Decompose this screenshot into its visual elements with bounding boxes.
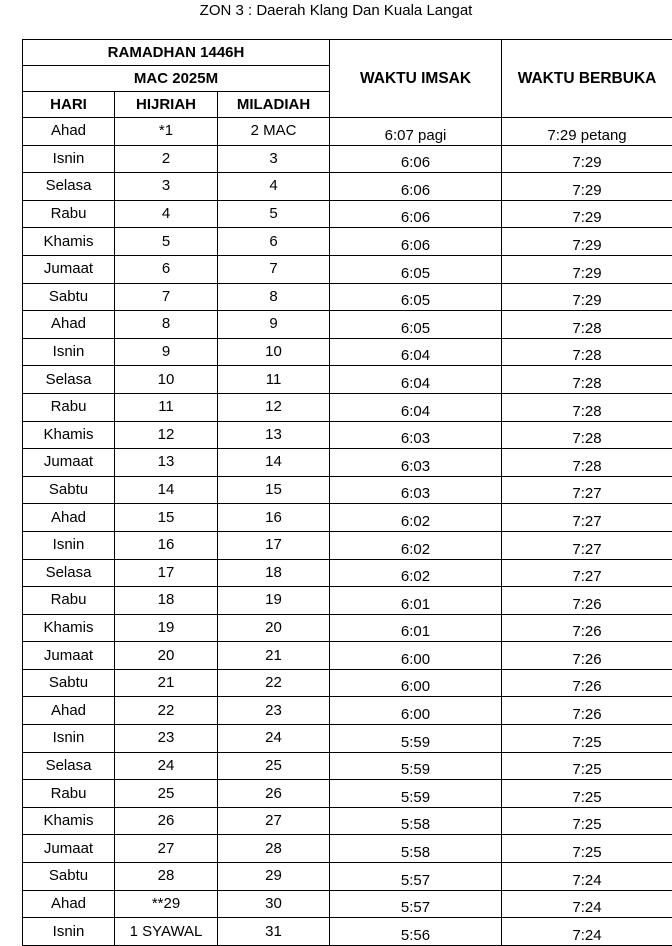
table-row (23, 283, 672, 311)
berbuka-column-heading: WAKTU BERBUKA (502, 40, 672, 118)
gregorian-date-cell: 10 (218, 338, 330, 366)
gregorian-date-cell: 26 (218, 780, 330, 808)
imsak-time-cell: 5:58 (330, 835, 502, 863)
day-cell: Isnin (23, 918, 115, 946)
berbuka-time-cell: 7:26 (502, 642, 672, 670)
table-row (23, 311, 672, 339)
berbuka-time-cell: 7:27 (502, 476, 672, 504)
hijri-date-cell: 14 (115, 476, 218, 504)
imsak-column-heading: WAKTU IMSAK (330, 40, 502, 118)
hijri-date-cell: **29 (115, 890, 218, 918)
table-row (23, 476, 672, 504)
imsak-time-cell: 6:05 (330, 283, 502, 311)
table-row (23, 697, 672, 725)
day-cell: Sabtu (23, 476, 115, 504)
table-row (23, 200, 672, 228)
imsak-time-cell: 6:02 (330, 504, 502, 532)
gregorian-date-cell: 3 (218, 145, 330, 173)
berbuka-time-cell: 7:26 (502, 587, 672, 615)
hijri-date-cell: 23 (115, 725, 218, 753)
day-cell: Khamis (23, 807, 115, 835)
table-row (23, 338, 672, 366)
gregorian-date-cell: 9 (218, 311, 330, 339)
imsak-time-cell: 6:06 (330, 145, 502, 173)
hijri-date-cell: 17 (115, 559, 218, 587)
imsak-time-cell: 6:04 (330, 338, 502, 366)
gregorian-date-cell: 15 (218, 476, 330, 504)
imsak-time-cell: 6:02 (330, 531, 502, 559)
hijri-date-cell: 4 (115, 200, 218, 228)
hijri-date-cell: 20 (115, 642, 218, 670)
table-row (23, 228, 672, 256)
gregorian-date-cell: 6 (218, 228, 330, 256)
day-cell: Jumaat (23, 255, 115, 283)
berbuka-time-cell: 7:26 (502, 697, 672, 725)
table-row (23, 118, 672, 146)
gregorian-date-cell: 25 (218, 752, 330, 780)
gregorian-date-cell: 7 (218, 255, 330, 283)
imsak-time-cell: 5:57 (330, 863, 502, 891)
berbuka-time-cell: 7:28 (502, 366, 672, 394)
hijri-date-cell: 16 (115, 531, 218, 559)
berbuka-time-cell: 7:25 (502, 807, 672, 835)
imsak-time-cell: 6:00 (330, 697, 502, 725)
day-cell: Isnin (23, 338, 115, 366)
imsak-time-cell: 5:59 (330, 725, 502, 753)
imsak-time-cell: 6:03 (330, 476, 502, 504)
imsak-time-cell: 6:05 (330, 255, 502, 283)
gregorian-date-cell: 4 (218, 173, 330, 201)
imsak-time-cell: 6:07 pagi (330, 118, 502, 146)
hijri-date-cell: 26 (115, 807, 218, 835)
berbuka-time-cell: 7:26 (502, 614, 672, 642)
day-cell: Ahad (23, 697, 115, 725)
month-hijri-heading: RAMADHAN 1446H (23, 40, 330, 66)
imsak-time-cell: 5:56 (330, 918, 502, 946)
berbuka-time-cell: 7:27 (502, 559, 672, 587)
imsak-time-cell: 5:57 (330, 890, 502, 918)
gregorian-date-cell: 30 (218, 890, 330, 918)
imsak-time-cell: 5:59 (330, 752, 502, 780)
berbuka-time-cell: 7:25 (502, 725, 672, 753)
hijri-date-cell: 13 (115, 449, 218, 477)
berbuka-time-cell: 7:24 (502, 890, 672, 918)
gregorian-date-cell: 5 (218, 200, 330, 228)
gregorian-date-cell: 20 (218, 614, 330, 642)
berbuka-time-cell: 7:29 (502, 228, 672, 256)
gregorian-date-cell: 21 (218, 642, 330, 670)
month-gregorian-heading: MAC 2025M (23, 66, 330, 92)
table-row (23, 614, 672, 642)
hijri-date-cell: *1 (115, 118, 218, 146)
gregorian-date-cell: 14 (218, 449, 330, 477)
gregorian-date-cell: 11 (218, 366, 330, 394)
berbuka-time-cell: 7:28 (502, 421, 672, 449)
table-header (23, 40, 672, 118)
gregorian-date-cell: 29 (218, 863, 330, 891)
berbuka-time-cell: 7:29 (502, 145, 672, 173)
day-cell: Khamis (23, 421, 115, 449)
berbuka-time-cell: 7:29 (502, 200, 672, 228)
table-row (23, 863, 672, 891)
gregorian-date-cell: 23 (218, 697, 330, 725)
day-cell: Selasa (23, 752, 115, 780)
table-row (23, 559, 672, 587)
hijri-date-cell: 12 (115, 421, 218, 449)
day-cell: Sabtu (23, 863, 115, 891)
day-cell: Selasa (23, 366, 115, 394)
day-cell: Jumaat (23, 449, 115, 477)
imsak-time-cell: 6:00 (330, 642, 502, 670)
hijri-date-cell: 8 (115, 311, 218, 339)
berbuka-time-cell: 7:29 petang (502, 118, 672, 146)
imsak-time-cell: 6:01 (330, 614, 502, 642)
hijri-date-cell: 28 (115, 863, 218, 891)
gregorian-date-cell: 22 (218, 669, 330, 697)
imsak-time-cell: 6:02 (330, 559, 502, 587)
day-cell: Khamis (23, 614, 115, 642)
gregorian-date-cell: 16 (218, 504, 330, 532)
berbuka-time-cell: 7:27 (502, 531, 672, 559)
table-row (23, 366, 672, 394)
hijri-date-cell: 19 (115, 614, 218, 642)
hijri-date-cell: 9 (115, 338, 218, 366)
gregorian-date-cell: 24 (218, 725, 330, 753)
gregorian-date-cell: 13 (218, 421, 330, 449)
table-row (23, 752, 672, 780)
berbuka-time-cell: 7:27 (502, 504, 672, 532)
imsak-time-cell: 5:58 (330, 807, 502, 835)
hijri-date-cell: 11 (115, 393, 218, 421)
imsak-time-cell: 6:00 (330, 669, 502, 697)
table-row (23, 255, 672, 283)
berbuka-time-cell: 7:28 (502, 393, 672, 421)
day-cell: Selasa (23, 173, 115, 201)
table-row (23, 780, 672, 808)
gregorian-date-cell: 19 (218, 587, 330, 615)
gregorian-date-cell: 27 (218, 807, 330, 835)
imsak-time-cell: 6:03 (330, 449, 502, 477)
berbuka-time-cell: 7:24 (502, 863, 672, 891)
day-cell: Isnin (23, 531, 115, 559)
berbuka-time-cell: 7:28 (502, 311, 672, 339)
table-row (23, 531, 672, 559)
berbuka-time-cell: 7:28 (502, 449, 672, 477)
table-row (23, 173, 672, 201)
gregorian-column-heading: MILADIAH (218, 92, 330, 118)
gregorian-date-cell: 17 (218, 531, 330, 559)
day-cell: Khamis (23, 228, 115, 256)
day-cell: Isnin (23, 725, 115, 753)
hijri-date-cell: 3 (115, 173, 218, 201)
hijri-date-cell: 15 (115, 504, 218, 532)
berbuka-time-cell: 7:25 (502, 752, 672, 780)
table-row (23, 504, 672, 532)
day-cell: Rabu (23, 393, 115, 421)
day-cell: Ahad (23, 890, 115, 918)
hijri-date-cell: 25 (115, 780, 218, 808)
gregorian-date-cell: 28 (218, 835, 330, 863)
hijri-date-cell: 21 (115, 669, 218, 697)
hijri-date-cell: 7 (115, 283, 218, 311)
gregorian-date-cell: 8 (218, 283, 330, 311)
berbuka-time-cell: 7:25 (502, 780, 672, 808)
table-row (23, 449, 672, 477)
day-cell: Sabtu (23, 283, 115, 311)
imsak-time-cell: 6:06 (330, 228, 502, 256)
table-row (23, 835, 672, 863)
day-cell: Jumaat (23, 835, 115, 863)
table-row (23, 145, 672, 173)
table-row (23, 807, 672, 835)
zone-title: ZON 3 : Daerah Klang Dan Kuala Langat (0, 2, 672, 20)
day-cell: Ahad (23, 504, 115, 532)
day-cell: Rabu (23, 780, 115, 808)
day-cell: Selasa (23, 559, 115, 587)
imsak-time-cell: 6:04 (330, 366, 502, 394)
hijri-column-heading: HIJRIAH (115, 92, 218, 118)
hijri-date-cell: 5 (115, 228, 218, 256)
day-cell: Ahad (23, 118, 115, 146)
imsak-time-cell: 6:06 (330, 200, 502, 228)
berbuka-time-cell: 7:29 (502, 255, 672, 283)
table-row (23, 725, 672, 753)
imsak-time-cell: 6:01 (330, 587, 502, 615)
table-row (23, 642, 672, 670)
table-row (23, 587, 672, 615)
imsak-time-cell: 6:05 (330, 311, 502, 339)
table-row (23, 918, 672, 946)
berbuka-time-cell: 7:25 (502, 835, 672, 863)
imsak-time-cell: 5:59 (330, 780, 502, 808)
gregorian-date-cell: 18 (218, 559, 330, 587)
imsak-time-cell: 6:04 (330, 393, 502, 421)
gregorian-date-cell: 12 (218, 393, 330, 421)
hijri-date-cell: 18 (115, 587, 218, 615)
hijri-date-cell: 24 (115, 752, 218, 780)
day-cell: Rabu (23, 200, 115, 228)
hijri-date-cell: 27 (115, 835, 218, 863)
hijri-date-cell: 2 (115, 145, 218, 173)
hijri-date-cell: 22 (115, 697, 218, 725)
berbuka-time-cell: 7:26 (502, 669, 672, 697)
hijri-date-cell: 1 SYAWAL (115, 918, 218, 946)
table-body (23, 118, 672, 946)
table-row (23, 669, 672, 697)
table-row (23, 421, 672, 449)
gregorian-date-cell: 31 (218, 918, 330, 946)
hijri-date-cell: 6 (115, 255, 218, 283)
berbuka-time-cell: 7:28 (502, 338, 672, 366)
day-column-heading: HARI (23, 92, 115, 118)
ramadhan-schedule-table (22, 39, 672, 946)
gregorian-date-cell: 2 MAC (218, 118, 330, 146)
berbuka-time-cell: 7:24 (502, 918, 672, 946)
table-row (23, 890, 672, 918)
day-cell: Jumaat (23, 642, 115, 670)
day-cell: Rabu (23, 587, 115, 615)
imsak-time-cell: 6:06 (330, 173, 502, 201)
berbuka-time-cell: 7:29 (502, 283, 672, 311)
day-cell: Ahad (23, 311, 115, 339)
day-cell: Isnin (23, 145, 115, 173)
day-cell: Sabtu (23, 669, 115, 697)
berbuka-time-cell: 7:29 (502, 173, 672, 201)
hijri-date-cell: 10 (115, 366, 218, 394)
table-row (23, 393, 672, 421)
imsak-time-cell: 6:03 (330, 421, 502, 449)
